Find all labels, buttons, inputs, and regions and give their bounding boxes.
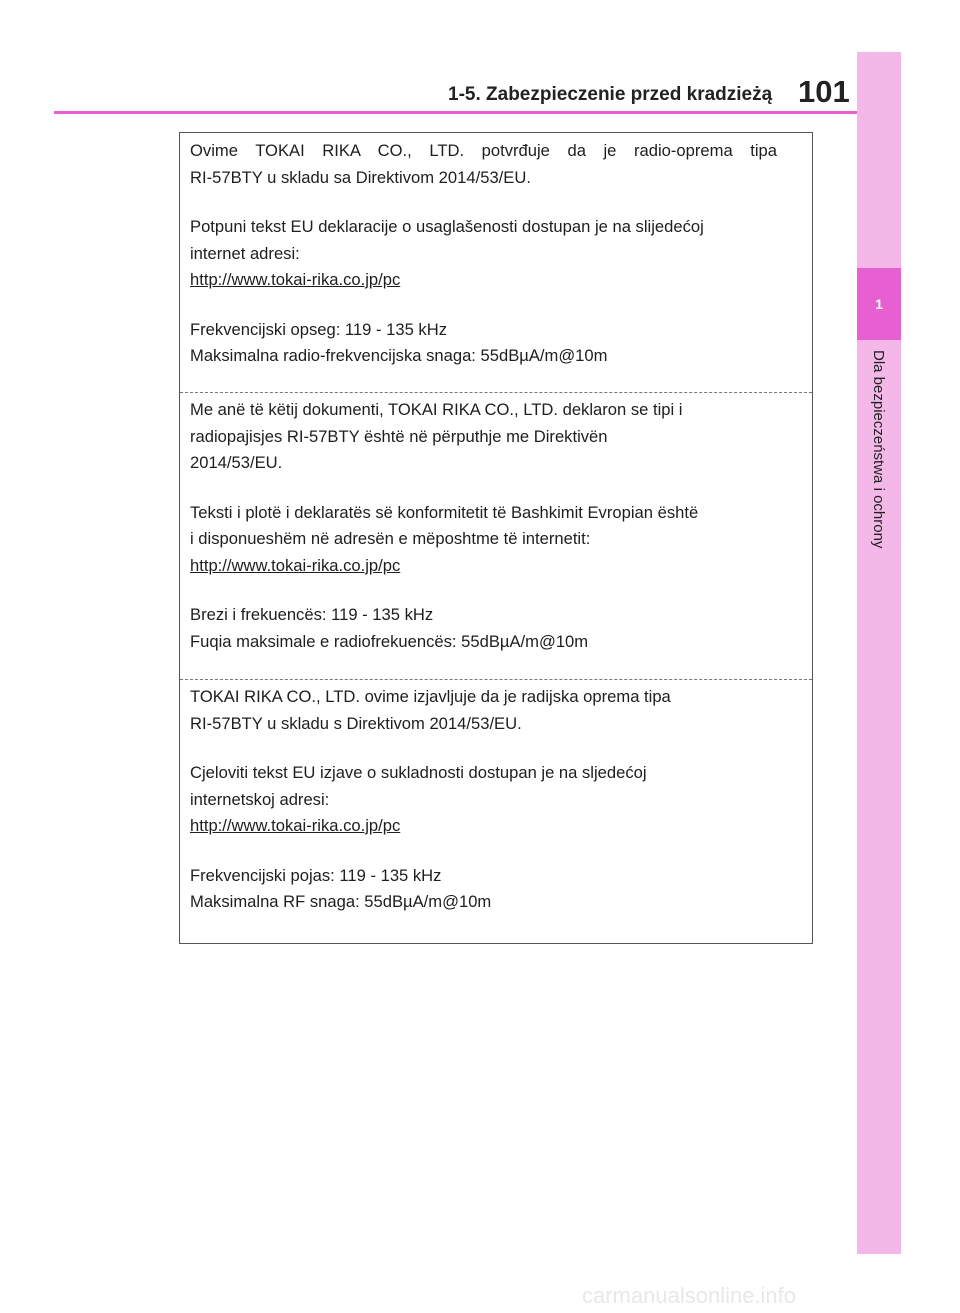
text-line: Brezi i frekuencës: 119 - 135 kHz <box>190 605 434 624</box>
text-line: TOKAI RIKA CO., LTD. ovime izjavljuje da je radijska oprema tipa <box>190 687 671 706</box>
text-line: i disponueshëm në adresën e mëposhtme të internetit: <box>190 529 591 548</box>
declaration-section-serbian <box>180 138 812 370</box>
text-line: Fuqia maksimale e radiofrekuencës: 55dBµA/m@10m <box>190 631 589 651</box>
chapter-label-text: Dla bezpieczeństwa i ochrony <box>870 350 887 549</box>
declaration-link[interactable]: http://www.tokai-rika.co.jp/pc <box>190 270 401 289</box>
watermark: carmanualsonline.info <box>582 1283 797 1308</box>
chapter-number-tab: 1 <box>857 268 901 340</box>
text-line: Teksti i plotë i deklaratës së konformitetit të Bashkimit Evropian është <box>190 502 699 522</box>
text-line: Frekvencijski pojas: 119 - 135 kHz <box>190 865 442 885</box>
section-divider <box>180 679 812 680</box>
page-number: 101 <box>798 74 850 109</box>
declaration-section-albanian <box>180 397 812 655</box>
text-line: RI-57BTY u skladu s Direktivom 2014/53/EU. <box>190 713 522 733</box>
text-line: Frekvencijski opseg: 119 - 135 kHz <box>190 319 448 339</box>
text-line: Maksimalna RF snaga: 55dBµA/m@10m <box>190 892 492 911</box>
text-line: Maksimalna radio-frekvencijska snaga: 55dBµA/m@10m <box>190 346 608 365</box>
declaration-box <box>179 132 813 944</box>
text-line: radiopajisjes RI-57BTY është në përputhje me Direktivën <box>190 426 608 446</box>
declaration-link[interactable]: http://www.tokai-rika.co.jp/pc <box>190 555 401 575</box>
text-line: internet adresi: <box>190 243 300 263</box>
text-line: Cjeloviti tekst EU izjave o sukladnosti dostupan je na sljedećoj <box>190 763 647 782</box>
header-rule <box>54 111 857 114</box>
declaration-section-croatian <box>180 684 812 916</box>
section-divider <box>180 392 812 393</box>
side-thumb-tab <box>857 52 901 1254</box>
declaration-link[interactable]: http://www.tokai-rika.co.jp/pc <box>190 816 401 835</box>
text-line: Potpuni tekst EU deklaracije o usaglašenosti dostupan je na slijedećoj <box>190 217 704 236</box>
text-line: RI-57BTY u skladu sa Direktivom 2014/53/EU. <box>190 167 531 187</box>
text-line: internetskoj adresi: <box>190 789 330 809</box>
text-line: Ovime TOKAI RIKA CO., LTD. potvrđuje da je radio-oprema tipa <box>190 141 777 160</box>
text-line: Me anë të këtij dokumenti, TOKAI RIKA CO., LTD. deklaron se tipi i <box>190 400 683 419</box>
text-line: 2014/53/EU. <box>190 453 283 472</box>
running-header: 1-5. Zabezpieczenie przed kradzieżą <box>448 84 773 105</box>
